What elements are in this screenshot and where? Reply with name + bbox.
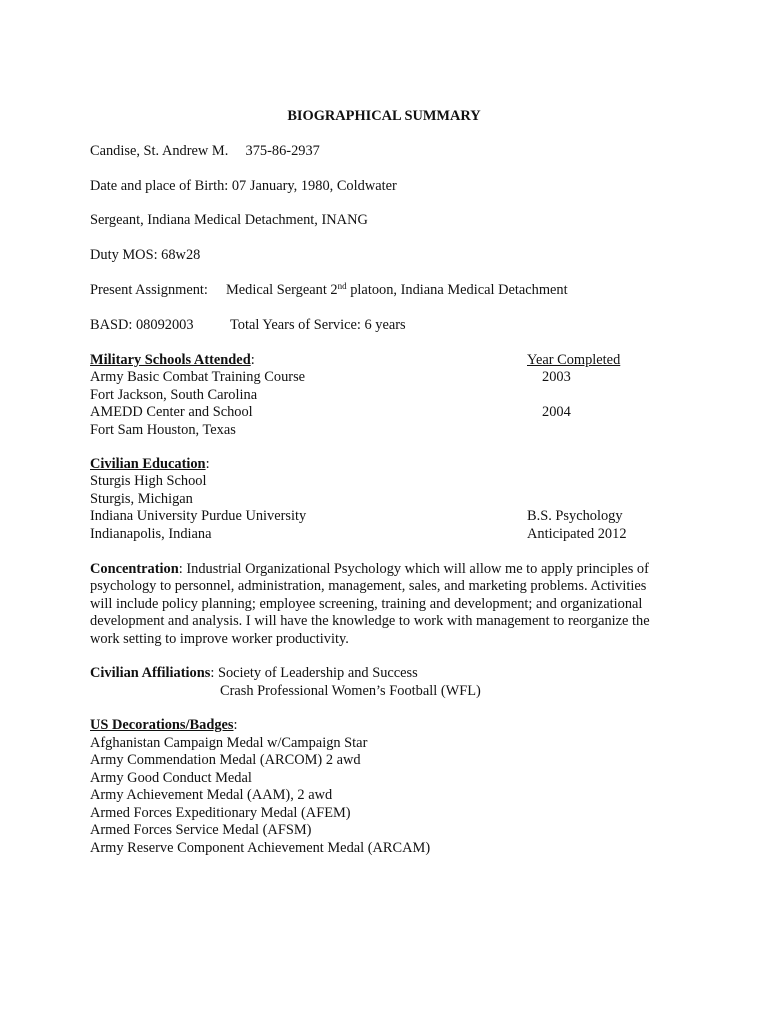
concentration-line: psychology to personnel, administration, management, sales, and marketing problems. Activities [90, 578, 647, 594]
assignment-superscript: nd [337, 281, 347, 291]
present-assignment-label: Present Assignment: [90, 282, 208, 298]
civilian-education-heading-text: Civilian Education [90, 456, 206, 472]
person-name: Candise, St. Andrew M. [90, 143, 229, 159]
basd-line: BASD: 08092003 [90, 317, 194, 333]
school-row-text: Army Basic Combat Training Course [90, 369, 306, 385]
civilian-education-heading [90, 456, 210, 474]
education-row-text: Indianapolis, Indiana [90, 526, 212, 542]
education-row-text: Sturgis, Michigan [90, 491, 193, 507]
affiliations-label: Civilian Affiliations [90, 665, 211, 681]
military-schools-heading [90, 352, 255, 370]
decoration-item: Army Reserve Component Achievement Medal (ARCAM) [90, 840, 431, 856]
decorations-heading-text: US Decorations/Badges [90, 717, 234, 733]
military-schools-heading-text: Military Schools Attended [90, 352, 251, 368]
school-row-text: AMEDD Center and School [90, 404, 253, 420]
affiliations-line [90, 665, 418, 683]
school-row-year: 2003 [542, 369, 571, 385]
education-row-degree: B.S. Psychology [527, 508, 623, 524]
assignment-text-rest: platoon, Indiana Medical Detachment [346, 282, 568, 298]
affiliation-second: Crash Professional Women’s Football (WFL) [220, 683, 481, 699]
decorations-heading [90, 717, 238, 735]
school-row-text: Fort Jackson, South Carolina [90, 387, 258, 403]
decoration-item: Armed Forces Expeditionary Medal (AFEM) [90, 805, 351, 821]
rank-unit-line: Sergeant, Indiana Medical Detachment, INANG [90, 212, 368, 228]
concentration-line [90, 561, 649, 579]
concentration-text: : Industrial Organizational Psychology which will allow me to apply principles of [178, 561, 649, 577]
decorations-heading-colon: : [233, 717, 238, 733]
school-row-year: 2004 [542, 404, 571, 420]
birth-line: Date and place of Birth: 07 January, 1980, Coldwater [90, 178, 397, 194]
decoration-item: Army Commendation Medal (ARCOM) 2 awd [90, 752, 361, 768]
decoration-item: Army Good Conduct Medal [90, 770, 252, 786]
military-schools-heading-colon: : [250, 352, 255, 368]
affiliation-first: : Society of Leadership and Success [210, 665, 418, 681]
education-row-text: Sturgis High School [90, 473, 207, 489]
education-row-text: Indiana University Purdue University [90, 508, 307, 524]
total-years-line: Total Years of Service: 6 years [230, 317, 406, 333]
school-row-text: Fort Sam Houston, Texas [90, 422, 236, 438]
decoration-item: Afghanistan Campaign Medal w/Campaign Star [90, 735, 368, 751]
civilian-education-heading-colon: : [205, 456, 210, 472]
present-assignment-value [226, 282, 568, 300]
concentration-label: Concentration [90, 561, 179, 577]
duty-mos-line: Duty MOS: 68w28 [90, 247, 201, 263]
year-completed-heading: Year Completed [527, 352, 621, 368]
name-line [90, 143, 320, 161]
concentration-line: will include policy planning; employee screening, training and development; and organizational [90, 596, 643, 612]
assignment-text: Medical Sergeant 2 [226, 282, 338, 298]
ssn: 375-86-2937 [245, 143, 320, 159]
education-row-date: Anticipated 2012 [527, 526, 627, 542]
decoration-item: Army Achievement Medal (AAM), 2 awd [90, 787, 333, 803]
concentration-line: work setting to improve worker productivity. [90, 631, 349, 647]
document-title: BIOGRAPHICAL SUMMARY [287, 108, 481, 124]
decoration-item: Armed Forces Service Medal (AFSM) [90, 822, 312, 838]
concentration-line: development and analysis. I will have the knowledge to work with management to reorganize the [90, 613, 650, 629]
